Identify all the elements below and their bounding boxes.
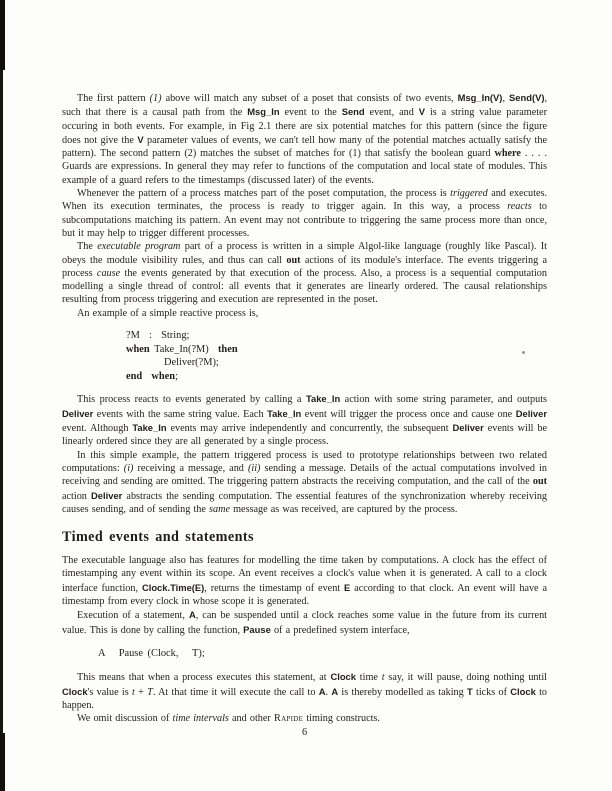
paragraph-process-triggering: Whenever the pattern of a process matches part of the poset computation, the process is triggered and executes. When its execution terminates, the process is ready to trigger again. In this way, a process reacts to subcomputations matching its pattern. An event may not contribute to triggering the same process more than once, but it may help to trigger different processes. <box>62 188 547 239</box>
section-heading: Timed events and statements <box>62 529 254 546</box>
scan-edge-artifact-top <box>0 0 5 70</box>
scan-edge-artifact <box>0 0 3 791</box>
paragraph-prototype-example: In this simple example, the pattern triggered process is used to prototype relationships between two related computations: (i) receiving a message, and (ii) sending a message. Details of the actual computations involved in receiving and sending are omitted. The triggering pattern abstracts the receiving computation, and the call of the out action Deliver abstracts the sending computation. The essential features of the synchronization whereby receiving causes sending, and of sending the same message as was received, are captured by the process. <box>62 449 548 515</box>
scan-edge-artifact-bottom <box>0 733 5 791</box>
code-line: when Take_In(?M) then <box>126 343 238 355</box>
paragraph-timed-intro: The executable language also has features for modelling the time taken by computations. A clock has the effect of timestamping any event within its scope. An event receives a clock's value when it is generated. A call to a clock interface function, Clock.Time(E), returns the timestamp of event E according to that clock. An event will have a timestamp from every clock in whose scope it is generated. <box>62 555 548 607</box>
code-line: ?M : String; <box>126 330 190 342</box>
paragraph-example-intro: An example of a simple reactive process is, <box>77 307 259 319</box>
code-block-reactive-process <box>126 329 547 383</box>
paragraph-pause-intro: Execution of a statement, A, can be suspended until a clock reaches some value in the future from its current value. This is done by calling the function, Pause of a predefined system interface, <box>62 609 548 636</box>
code-block-pause-statement <box>98 647 547 661</box>
paragraph-pause-semantics: This means that when a process executes this statement, at Clock time t say, it will pause, doing nothing until Clock's value is t + T. At that time it will execute the call to A. A is thereby modelled as taking T ticks of Clock to happen. <box>62 671 548 712</box>
pause-statement-line: A Pause (Clock, T); <box>98 647 205 659</box>
paragraph-pattern-match: The first pattern (1) above will match any subset of a poset that consists of two events, Msg_In(V), Send(V), such that there is a causal path from the Msg_In event to the Send event, and V is a string value parameter occuring in both events. For example, in Fig 2.1 there are six potential matches for this pattern (since the figure does not give the V parameter values of events, we can't tell how many of the potential matches actually satisfy the pattern). The second pattern (2) matches the subset of matches for (1) that satisfy the boolean guard where . . . . Guards are expressions. In general they may refer to functions of the computation and local state of modules. This example of a guard refers to the timestamps (discussed later) of the events. <box>62 92 547 186</box>
paragraph-executable-program: The executable program part of a process is written in a simple Algol-like language (roughly like Pascal). It obeys the module visibility rules, and thus can call out actions of its module's interface. The events triggering a process cause the events generated by that execution of the process. Also, a process is a sequential computation modelling a single thread of control: all events that it generates are linearly ordered. The causal relationships resulting from process triggering and execution are represented in the poset. <box>62 241 547 306</box>
page-content <box>62 91 547 726</box>
paragraph-process-reaction: This process reacts to events generated by calling a Take_In action with some string parameter, and outputs Deliver events with the same string value. Each Take_In event will trigger the process once and cause one Deliver event. Although Take_In events may arrive independently and concurrently, the subsequent Deliver events will be linearly ordered since they are all generated by a single process. <box>62 393 547 448</box>
code-line: end when; <box>126 370 178 382</box>
paragraph-time-intervals: We omit discussion of time intervals and other Rapide timing constructs. <box>77 713 380 725</box>
code-line: Deliver(?M); <box>164 357 219 369</box>
page-number: 6 <box>301 727 308 738</box>
